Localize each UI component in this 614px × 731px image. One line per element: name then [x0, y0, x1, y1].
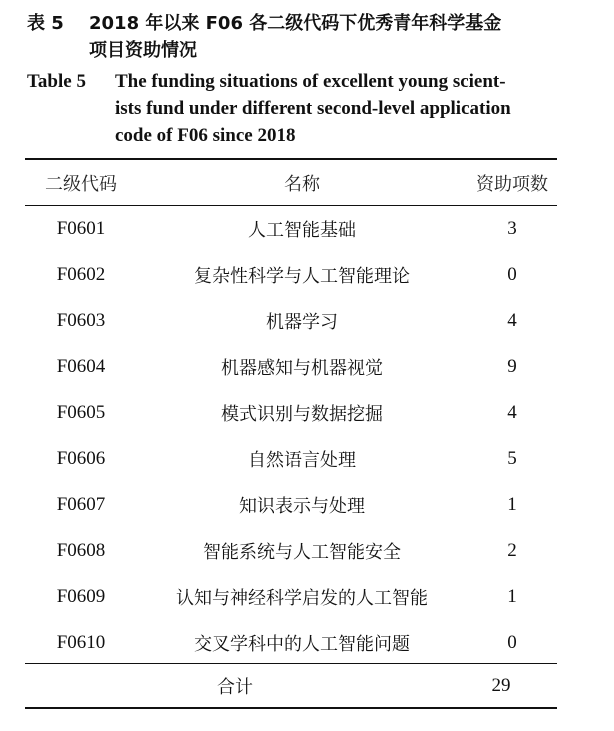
cell-name: 交叉学科中的人工智能问题 [194, 634, 410, 655]
cell-name: 自然语言处理 [248, 450, 356, 471]
table-header-row [25, 160, 557, 205]
cell-count: 3 [507, 218, 517, 239]
table-number-english: Table 5 [27, 71, 86, 92]
table-number-chinese: 表 5 [27, 13, 64, 34]
table-total-row [25, 664, 557, 707]
table-bottom-rule [25, 707, 557, 709]
cell-count: 9 [507, 356, 517, 377]
header-count: 资助项数 [476, 173, 548, 195]
cell-name: 智能系统与人工智能安全 [203, 542, 401, 563]
cell-name: 认知与神经科学启发的人工智能 [176, 588, 428, 609]
cell-count: 0 [507, 264, 517, 285]
cell-count: 5 [507, 448, 517, 469]
header-code: 二级代码 [45, 173, 117, 195]
caption-english-line2: ists fund under different second-level application [115, 98, 511, 119]
table-caption-chinese [27, 10, 587, 64]
total-label: 合计 [217, 676, 253, 698]
caption-chinese-line1: 2018 年以来 F06 各二级代码下优秀青年科学基金 [89, 13, 502, 34]
caption-chinese-line2: 项目资助情况 [89, 40, 197, 61]
table-row [25, 298, 557, 344]
cell-code: F0604 [56, 356, 106, 377]
caption-english-line1: The funding situations of excellent young scient- [115, 71, 506, 92]
cell-name: 模式识别与数据挖掘 [221, 404, 383, 425]
cell-code: F0606 [56, 448, 106, 469]
cell-code: F0607 [56, 494, 106, 515]
cell-count: 0 [507, 632, 517, 653]
table-row [25, 206, 557, 252]
table-row [25, 252, 557, 298]
cell-count: 2 [507, 540, 517, 561]
header-name: 名称 [284, 173, 320, 195]
table-row [25, 574, 557, 620]
cell-count: 1 [507, 494, 517, 515]
table-row [25, 528, 557, 574]
table-row [25, 344, 557, 390]
cell-code: F0608 [56, 540, 106, 561]
table-row [25, 436, 557, 482]
table-row [25, 482, 557, 528]
table-row [25, 620, 557, 666]
cell-name: 复杂性科学与人工智能理论 [194, 266, 410, 287]
cell-count: 4 [507, 402, 517, 423]
table-body [25, 206, 557, 666]
cell-count: 4 [507, 310, 517, 331]
cell-name: 机器感知与机器视觉 [221, 358, 383, 379]
cell-code: F0610 [56, 632, 106, 653]
table-caption-english [27, 68, 587, 149]
cell-code: F0609 [56, 586, 106, 607]
funding-table [25, 160, 557, 666]
cell-code: F0601 [56, 218, 106, 239]
cell-code: F0605 [56, 402, 106, 423]
cell-name: 机器学习 [266, 312, 338, 333]
cell-code: F0602 [56, 264, 106, 285]
caption-english-line3: code of F06 since 2018 [115, 125, 296, 146]
cell-name: 人工智能基础 [248, 220, 356, 241]
cell-count: 1 [507, 586, 517, 607]
cell-name: 知识表示与处理 [239, 496, 365, 517]
table-row [25, 390, 557, 436]
cell-code: F0603 [56, 310, 106, 331]
total-value: 29 [491, 674, 511, 696]
